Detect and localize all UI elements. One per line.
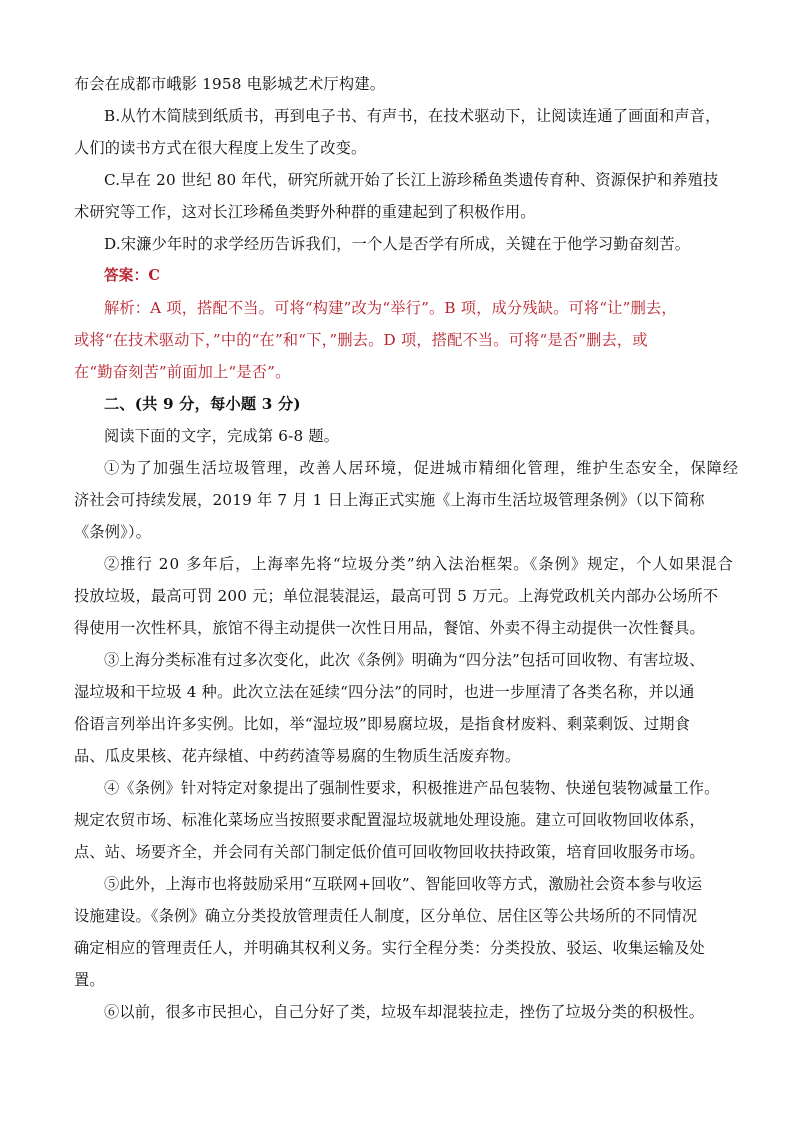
para1-line-2: 济社会可持续发展，2019 年 7 月 1 日上海正式实施《上海市生活垃圾管理条例》（以下简称 bbox=[74, 491, 705, 509]
para3-line-3: 俗语言列举出许多实例。比如，举“湿垃圾”即易腐垃圾，是指食材废料、剩菜剩饭、过期食 bbox=[74, 715, 691, 733]
analysis-line-2: 或将“在技术驱动下，”中的“在”和“下，”删去。D 项，搭配不当。可将“是否”删去，或 bbox=[74, 331, 648, 349]
analysis-line-3: 在“勤奋刻苦”前面加上“是否”。 bbox=[74, 363, 291, 381]
para2-line-1: ②推行 20 多年后，上海率先将“垃圾分类”纳入法治框架。《条例》规定，个人如果混合 bbox=[104, 555, 734, 573]
continued-line: 布会在成都市峨影 1958 电影城艺术厅构建。 bbox=[74, 75, 386, 93]
instruction: 阅读下面的文字，完成第 6-8 题。 bbox=[104, 427, 340, 445]
para1-line-3: 《条例》）。 bbox=[74, 523, 152, 541]
para3-line-4: 品、瓜皮果核、花卉绿植、中药药渣等易腐的生物质生活废弃物。 bbox=[74, 747, 521, 765]
para5-line-2: 设施建设。《条例》确立分类投放管理责任人制度，区分单位、居住区等公共场所的不同情况 bbox=[74, 907, 698, 925]
para3-line-2: 湿垃圾和干垃圾 4 种。此次立法在延续“四分法”的同时，也进一步厘清了各类名称，并以通 bbox=[74, 683, 695, 701]
option-d: D.宋濂少年时的求学经历告诉我们，一个人是否学有所成，关键在于他学习勤奋刻苦。 bbox=[104, 235, 691, 253]
document-body bbox=[74, 68, 738, 1028]
section-title: 二、(共 9 分，每小题 3 分) bbox=[104, 395, 301, 413]
analysis-line-1: 解析：A 项，搭配不当。可将“构建”改为“举行”。B 项，成分残缺。可将“让”删去， bbox=[104, 299, 677, 317]
para1-line-1: ①为了加强生活垃圾管理，改善人居环境，促进城市精细化管理，维护生态安全，保障经 bbox=[104, 459, 740, 477]
para2-line-2: 投放垃圾，最高可罚 200 元；单位混装混运，最高可罚 5 万元。上海党政机关内部办公场所不 bbox=[74, 587, 719, 605]
option-b-line-1: B.从竹木简牍到纸质书，再到电子书、有声书，在技术驱动下，让阅读连通了画面和声音， bbox=[104, 107, 721, 125]
option-c-line-2: 术研究等工作，这对长江珍稀鱼类野外种群的重建起到了积极作用。 bbox=[74, 203, 536, 221]
para5-line-3: 确定相应的管理责任人，并明确其权利义务。实行全程分类：分类投放、驳运、收集运输及处 bbox=[74, 939, 705, 957]
para3-line-1: ③上海分类标准有过多次变化，此次《条例》明确为“四分法”包括可回收物、有害垃圾、 bbox=[104, 651, 705, 669]
option-c-line-1: C.早在 20 世纪 80 年代，研究所就开始了长江上游珍稀鱼类遗传育种、资源保护和养殖技 bbox=[104, 171, 719, 189]
para5-line-1: ⑤此外，上海市也将鼓励采用“互联网+回收”、智能回收等方式，激励社会资本参与收运 bbox=[104, 875, 703, 893]
para5-line-4: 置。 bbox=[74, 971, 105, 989]
option-b-line-2: 人们的读书方式在很大程度上发生了改变。 bbox=[74, 139, 367, 157]
para6-line-1: ⑥以前，很多市民担心，自己分好了类，垃圾车却混装拉走，挫伤了垃圾分类的积极性。 bbox=[104, 1003, 705, 1021]
para4-line-1: ④《条例》针对特定对象提出了强制性要求，积极推进产品包装物、快递包装物减量工作。 bbox=[104, 779, 720, 797]
para4-line-3: 点、站、场要齐全，并会同有关部门制定低价值可回收物回收扶持政策，培育回收服务市场。 bbox=[74, 843, 705, 861]
para2-line-3: 得使用一次性杯具，旅馆不得主动提供一次性日用品，餐馆、外卖不得主动提供一次性餐具。 bbox=[74, 619, 705, 637]
answer: 答案：C bbox=[104, 267, 161, 284]
para4-line-2: 规定农贸市场、标准化菜场应当按照要求配置湿垃圾就地处理设施。建立可回收物回收体系， bbox=[74, 811, 705, 829]
